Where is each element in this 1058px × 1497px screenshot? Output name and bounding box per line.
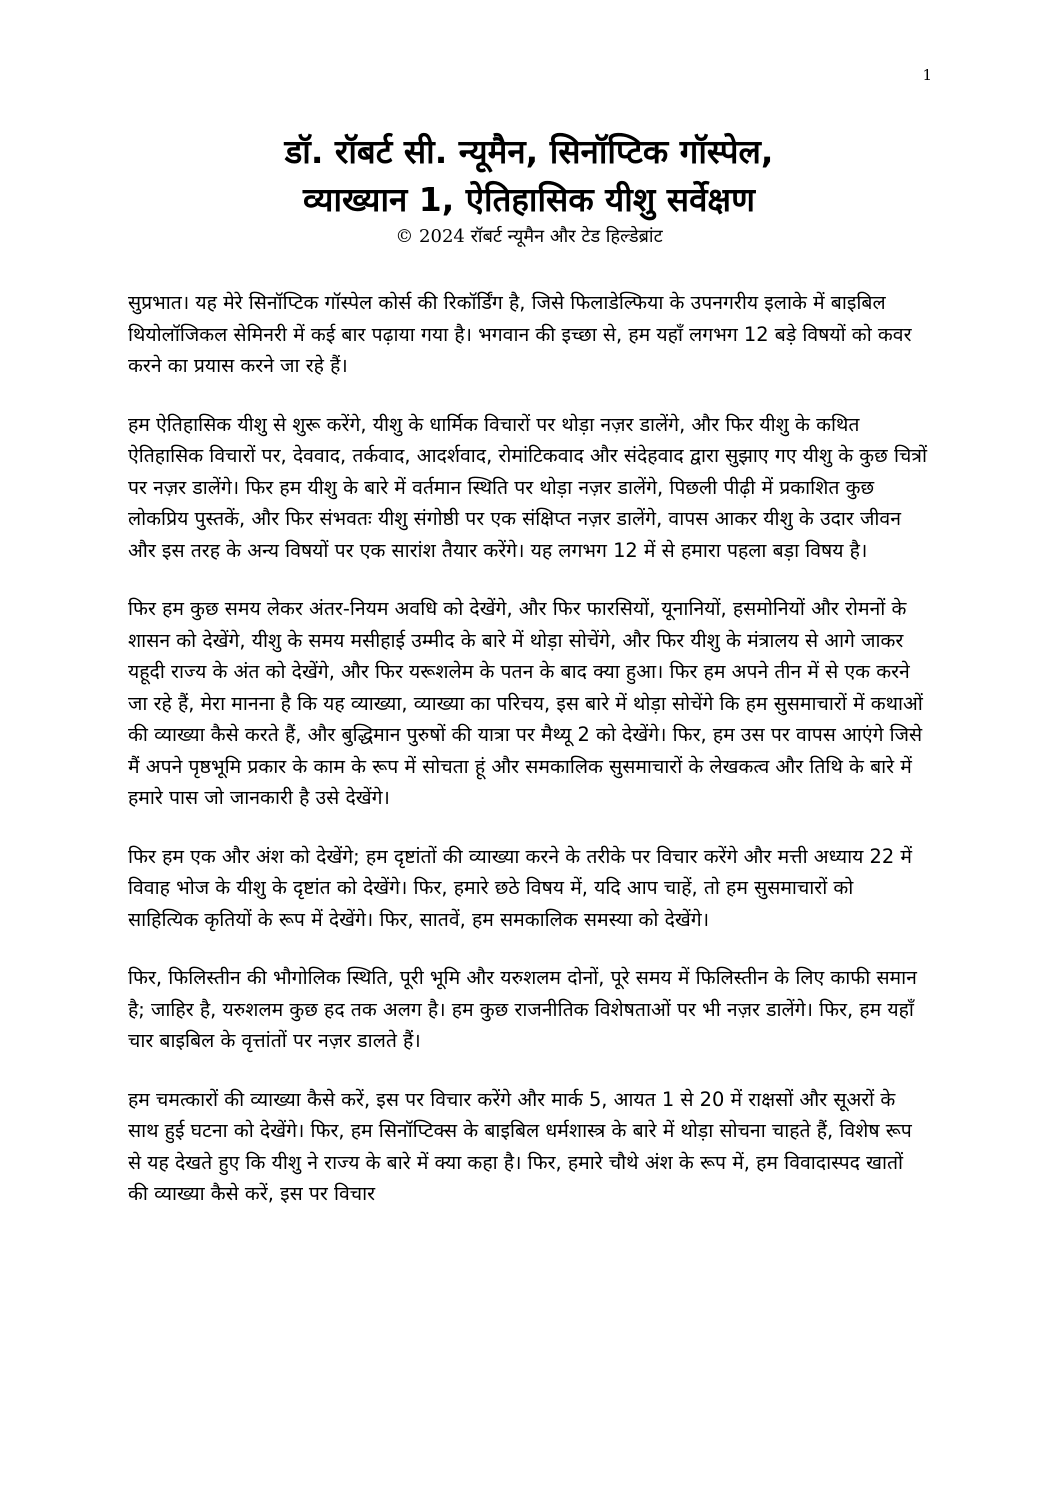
paragraph-2: हम ऐतिहासिक यीशु से शुरू करेंगे, यीशु के धार्मिक विचारों पर थोड़ा नज़र डालेंगे, और फिर यीशु के कथित ऐतिहासिक विचारों पर, देववाद, तर्कवाद, आदर्शवाद, रोमांटिकवाद और संदेहवाद द्वारा सुझाए गए यीशु के कुछ चित्रों पर नज़र डालेंगे। फिर हम यीशु के बारे में वर्तमान स्थिति पर थोड़ा नज़र डालेंगे, पिछली पीढ़ी में प्रकाशित कुछ लोकप्रिय पुस्तकें, और फिर संभवतः यीशु संगोष्ठी पर एक संक्षिप्त नज़र डालेंगे, वापस आकर यीशु के उदार जीवन और इस तरह के अन्य विषयों पर एक सारांश तैयार करेंगे। यह लगभग 12 में से हमारा पहला बड़ा विषय है।: [128, 412, 927, 562]
title-block: [128, 128, 930, 250]
page-number: 1: [922, 66, 932, 84]
document-title-line-1: डॉ. रॉबर्ट सी. न्यूमैन, सिनॉप्टिक गॉस्पेल,: [284, 132, 774, 171]
body-text: [128, 287, 928, 1237]
copyright-notice: © 2024 रॉबर्ट न्यूमैन और टेड हिल्डेब्रांट: [395, 226, 663, 247]
paragraph-3: फिर हम कुछ समय लेकर अंतर-नियम अवधि को देखेंगे, और फिर फारसियों, यूनानियों, हसमोनियों और रोमनों के शासन को देखेंगे, यीशु के समय मसीहाई उम्मीद के बारे में थोड़ा सोचेंगे, और फिर यीशु के मंत्रालय से आगे जाकर यहूदी राज्य के अंत को देखेंगे, और फिर यरूशलेम के पतन के बाद क्या हुआ। फिर हम अपने तीन में से एक करने जा रहे हैं, मेरा मानना है कि यह व्याख्या, व्याख्या का परिचय, इस बारे में थोड़ा सोचेंगे कि हम सुसमाचारों में कथाओं की व्याख्या कैसे करते हैं, और बुद्धिमान पुरुषों की यात्रा पर मैथ्यू 2 को देखेंगे। फिर, हम उस पर वापस आएंगे जिसे मैं अपने पृष्ठभूमि प्रकार के काम के रूप में सोचता हूं और समकालिक सुसमाचारों के लेखकत्व और तिथि के बारे में हमारे पास जो जानकारी है उसे देखेंगे।: [128, 597, 923, 809]
paragraph-6: हम चमत्कारों की व्याख्या कैसे करें, इस पर विचार करेंगे और मार्क 5, आयत 1 से 20 में राक्षसों और सूअरों के साथ हुई घटना को देखेंगे। फिर, हम सिनॉप्टिक्स के बाइबिल धर्मशास्त्र के बारे में थोड़ा सोचना चाहते हैं, विशेष रूप से यह देखते हुए कि यीशु ने राज्य के बारे में क्या कहा है। फिर, हमारे चौथे अंश के रूप में, हम विवादास्पद खातों की व्याख्या कैसे करें, इस पर विचार: [128, 1087, 912, 1205]
document-title-line-2: व्याख्यान 1, ऐतिहासिक यीशु सर्वेक्षण: [303, 180, 755, 219]
paragraph-5: फिर, फिलिस्तीन की भौगोलिक स्थिति, पूरी भूमि और यरुशलम दोनों, पूरे समय में फिलिस्तीन के लिए काफी समान है; जाहिर है, यरुशलम कुछ हद तक अलग है। हम कुछ राजनीतिक विशेषताओं पर भी नज़र डालेंगे। फिर, हम यहाँ चार बाइबिल के वृत्तांतों पर नज़र डालते हैं।: [128, 966, 917, 1052]
paragraph-1: सुप्रभात। यह मेरे सिनॉप्टिक गॉस्पेल कोर्स की रिकॉर्डिंग है, जिसे फिलाडेल्फिया के उपनगरीय इलाके में बाइबिल थियोलॉजिकल सेमिनरी में कई बार पढ़ाया गया है। भगवान की इच्छा से, हम यहाँ लगभग 12 बड़े विषयों को कवर करने का प्रयास करने जा रहे हैं।: [128, 291, 912, 377]
paragraph-4: फिर हम एक और अंश को देखेंगे; हम दृष्टांतों की व्याख्या करने के तरीके पर विचार करेंगे और मत्ती अध्याय 22 में विवाह भोज के यीशु के दृष्टांत को देखेंगे। फिर, हमारे छठे विषय में, यदि आप चाहें, तो हम सुसमाचारों को साहित्यिक कृतियों के रूप में देखेंगे। फिर, सातवें, हम समकालिक समस्या को देखेंगे।: [128, 844, 912, 931]
